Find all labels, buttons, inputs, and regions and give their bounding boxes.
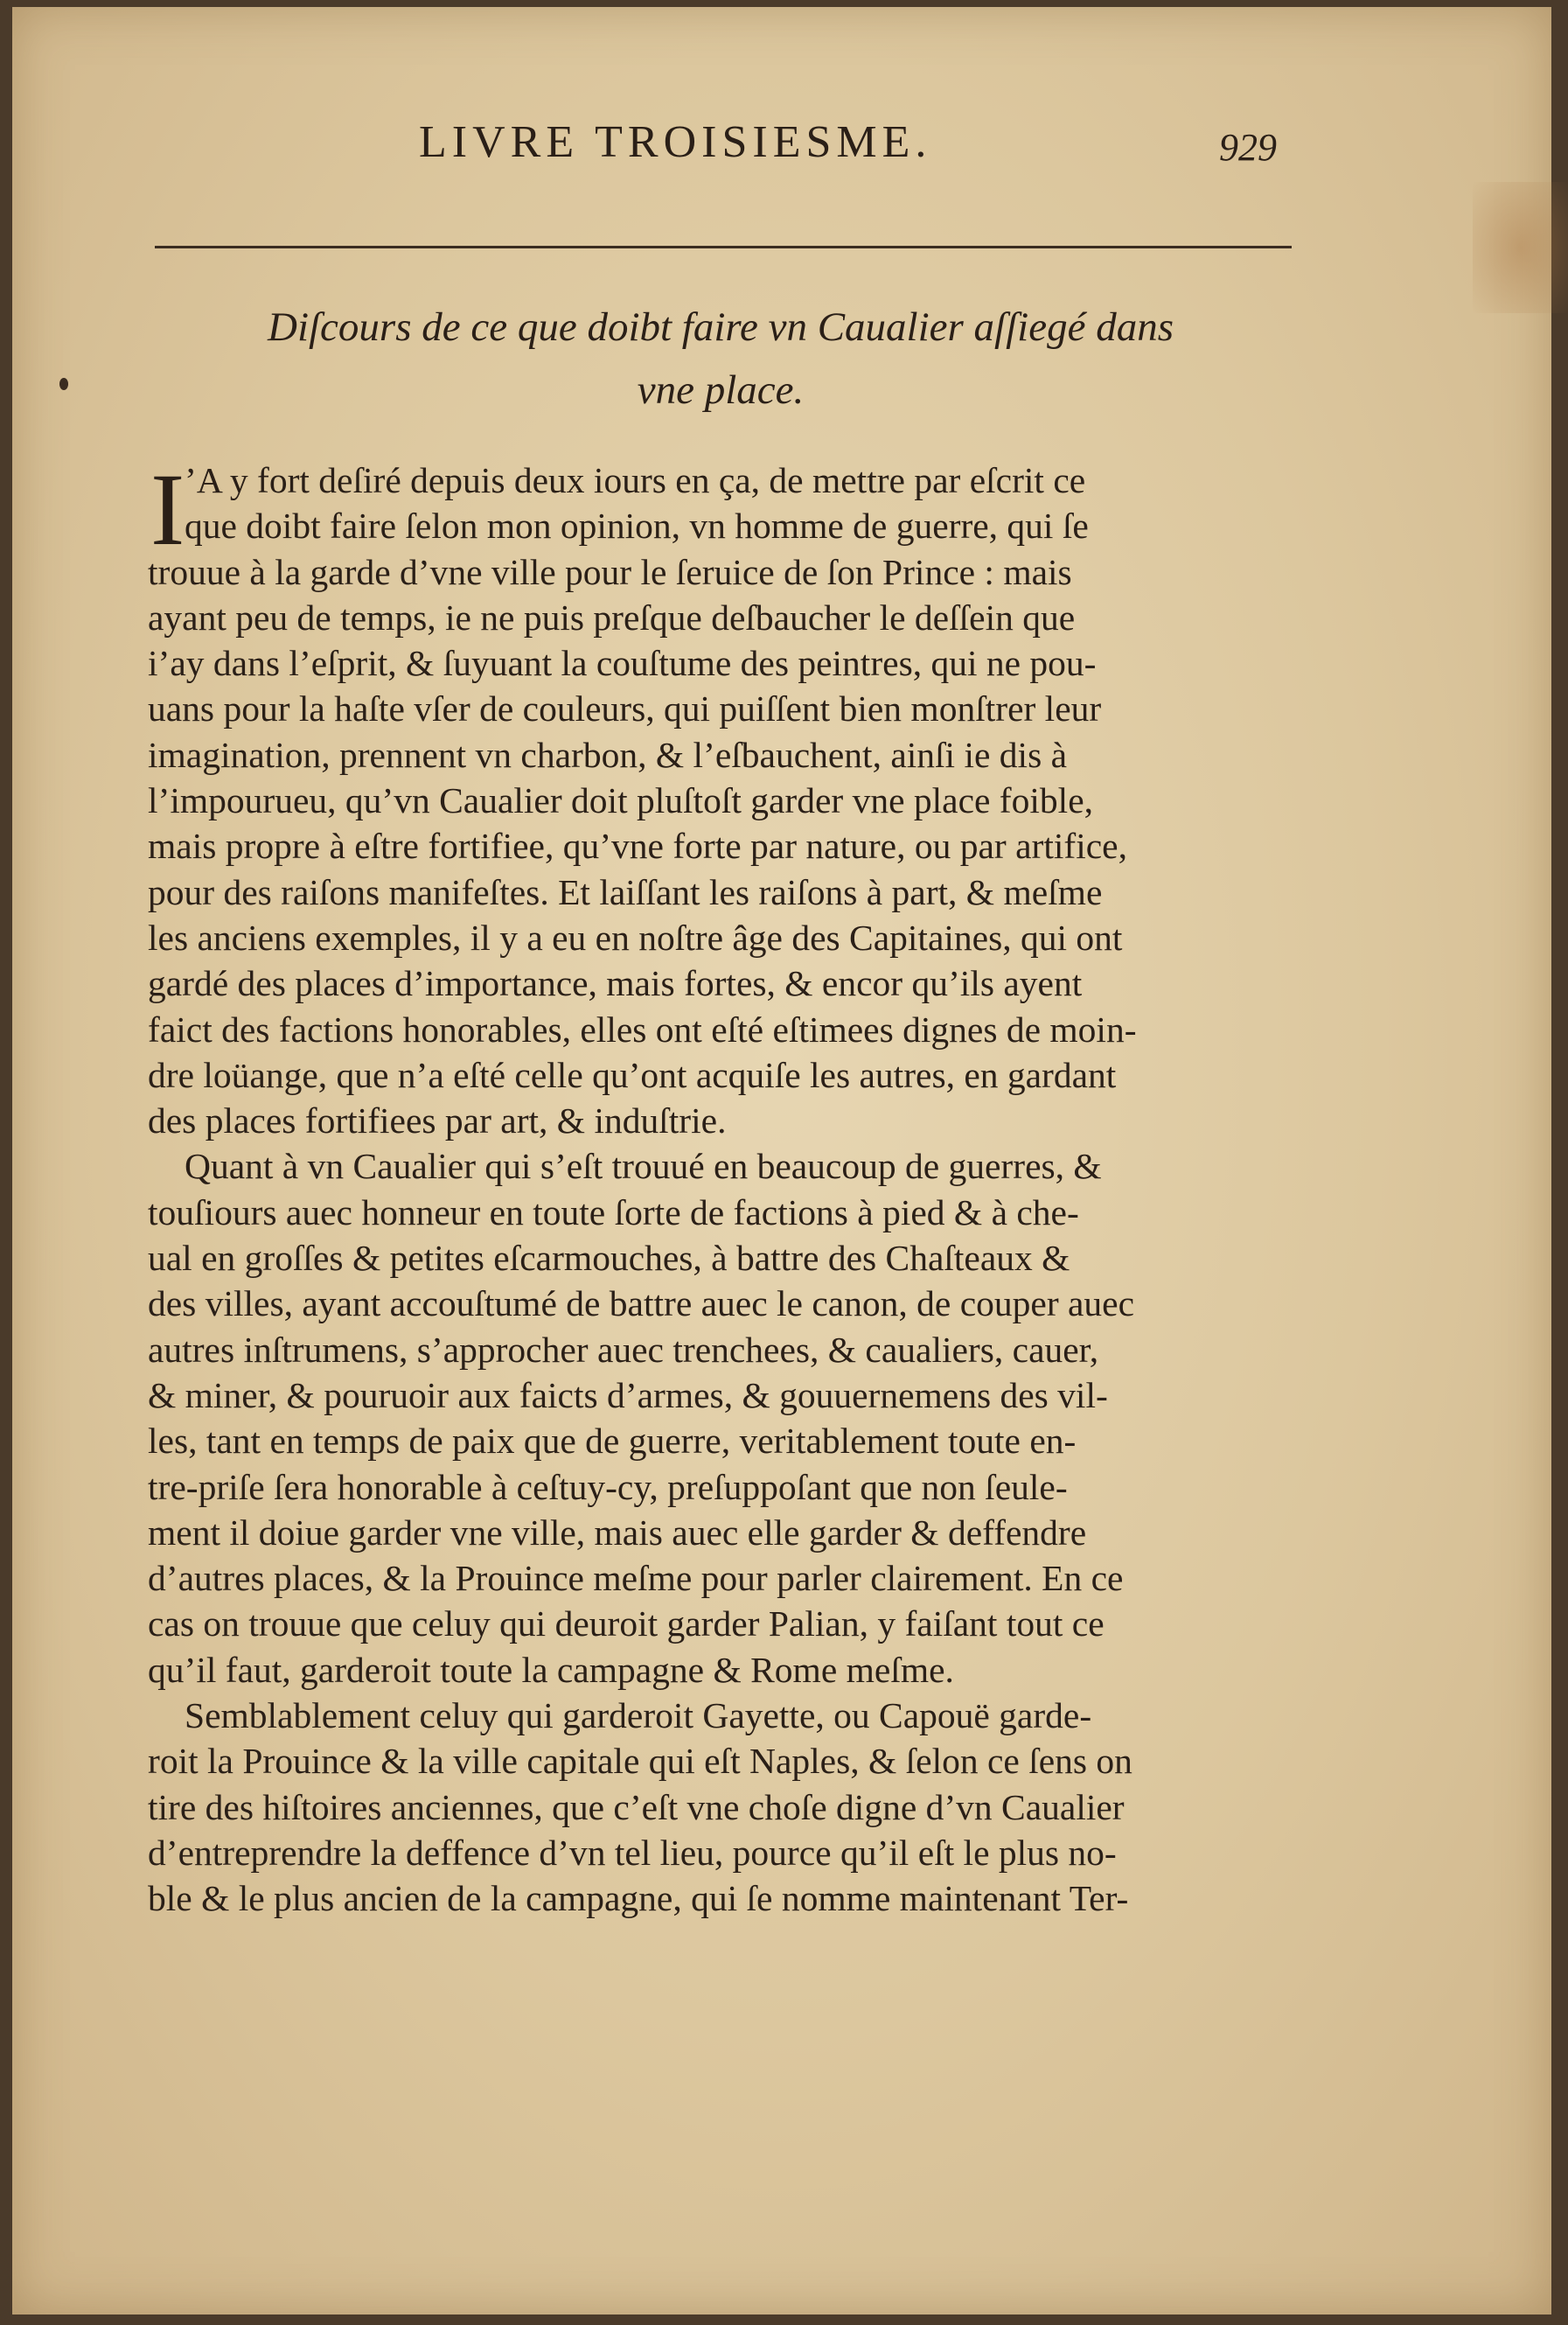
text-line: imagination, prennent vn charbon, & l’eſbauchent, ainſi ie dis à — [148, 734, 1068, 775]
margin-mark — [59, 378, 68, 390]
drop-cap: I — [150, 452, 185, 567]
text-line: ’A y fort deſiré depuis deux iours en ça, de mettre par eſcrit ce — [185, 460, 1086, 500]
text-line: d’entreprendre la deffence d’vn tel lieu, pource qu’il eſt le plus no- — [148, 1832, 1117, 1873]
text-line: qu’il faut, garderoit toute la campagne & Rome meſme. — [148, 1649, 954, 1690]
text-line: uans pour la haſte vſer de couleurs, qui puiſſent bien monſtrer leur — [148, 688, 1102, 730]
chapter-heading — [152, 296, 1289, 422]
text-line: tire des hiſtoires anciennes, que c’eſt vne choſe digne d’vn Caualier — [148, 1786, 1125, 1827]
text-line: les, tant en temps de paix que de guerre, veritablement toute en- — [148, 1421, 1077, 1462]
text-line: ble & le plus ancien de la campagne, qui ſe nomme maintenant Ter- — [148, 1878, 1129, 1919]
running-title: LIVRE TROISIESME. — [419, 117, 932, 167]
book-page — [12, 7, 1551, 2315]
text-line: autres inſtrumens, s’approcher auec trenchees, & caualiers, cauer, — [148, 1329, 1099, 1370]
text-line: roit la Prouince & la ville capitale qui eſt Naples, & ſelon ce ſens on — [148, 1741, 1132, 1782]
text-line: trouue à la garde d’vne ville pour le ſeruice de ſon Prince : mais — [148, 551, 1072, 592]
text-line: que doibt faire ſelon mon opinion, vn homme de guerre, qui ſe — [185, 506, 1089, 547]
paper-stain — [1473, 182, 1568, 313]
text-line: i’ay dans l’eſprit, & ſuyuant la couſtume des peintres, qui ne pou- — [148, 643, 1097, 684]
text-line: ual en groſſes & petites eſcarmouches, à battre des Chaſteaux & — [148, 1238, 1070, 1279]
text-line: mais propre à eſtre fortifiee, qu’vne forte par nature, ou par artifice, — [148, 826, 1127, 867]
text-line: Quant à vn Caualier qui s’eſt trouué en beaucoup de guerres, & — [185, 1146, 1102, 1187]
text-line: des villes, ayant accouſtumé de battre auec le canon, de couper auec — [148, 1283, 1135, 1324]
text-line: touſiours auec honneur en toute ſorte de factions à pied & à che- — [148, 1191, 1079, 1232]
text-line: pour des raiſons manifeſtes. Et laiſſant les raiſons à part, & meſme — [148, 871, 1103, 912]
text-line: & miner, & pouruoir aux faicts d’armes, & gouuernemens des vil- — [148, 1374, 1108, 1415]
text-line: ayant peu de temps, ie ne puis preſque deſbaucher le deſſein que — [148, 597, 1076, 638]
body-text — [148, 452, 1293, 1922]
header-rule — [155, 246, 1292, 248]
text-line: des places fortifiees par art, & induſtrie. — [148, 1100, 727, 1142]
text-line: l’impourueu, qu’vn Caualier doit pluſtoſt garder vne place foible, — [148, 780, 1093, 821]
text-line: gardé des places d’importance, mais fortes, & encor qu’ils ayent — [148, 963, 1083, 1004]
text-line: Semblablement celuy qui garderoit Gayette, ou Capouë garde- — [185, 1695, 1092, 1736]
text-line: d’autres places, & la Prouince meſme pour parler clairement. En ce — [148, 1558, 1124, 1599]
page-number: 929 — [1219, 126, 1277, 169]
text-line: tre-priſe ſera honorable à ceſtuy-cy, preſuppoſant que non ſeule- — [148, 1466, 1068, 1507]
running-head — [12, 116, 1551, 178]
text-line: dre loüange, que n’a eſté celle qu’ont acquiſe les autres, en gardant — [148, 1054, 1117, 1095]
text-line: faict des factions honorables, elles ont eſté eſtimees dignes de moin- — [148, 1009, 1137, 1050]
heading-line-1: Diſcours de ce que doibt faire vn Caualier aſſiegé dans — [268, 304, 1174, 350]
text-line: ment il doiue garder vne ville, mais auec elle garder & deffendre — [148, 1512, 1087, 1553]
text-line: cas on trouue que celuy qui deuroit garder Palian, y faiſant tout ce — [148, 1603, 1105, 1644]
text-line: les anciens exemples, il y a eu en noſtre âge des Capitaines, qui ont — [148, 917, 1123, 958]
heading-line-2: vne place. — [637, 367, 805, 413]
